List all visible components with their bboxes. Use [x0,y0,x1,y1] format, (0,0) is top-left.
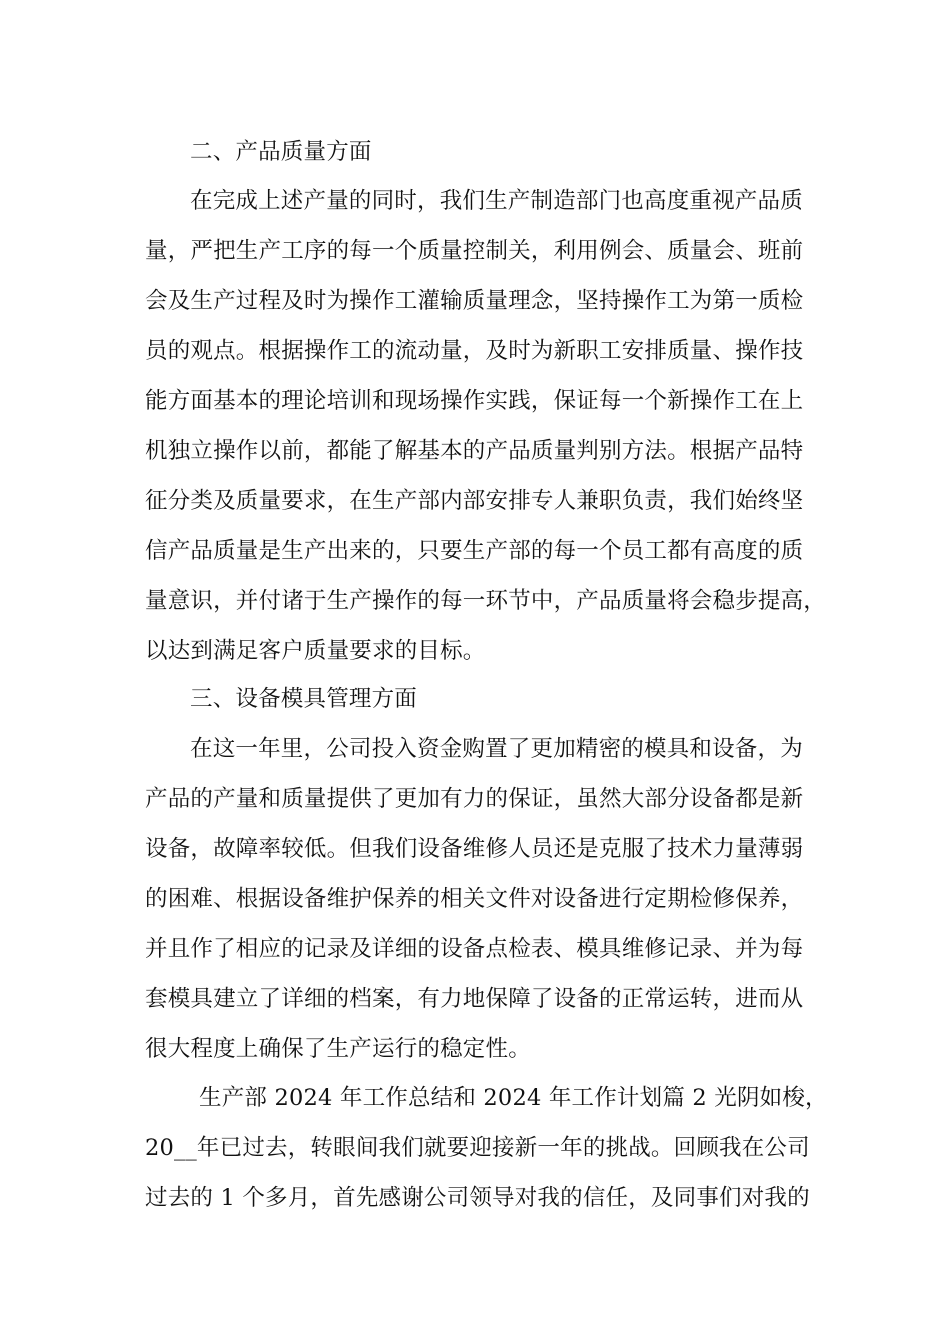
paragraph-line: 20__年已过去，转眼间我们就要迎接新一年的挑战。回顾我在公司 [145,1135,810,1161]
paragraph-line: 设备，故障率较低。但我们设备维修人员还是克服了技术力量薄弱 [145,836,804,862]
paragraph-line: 在完成上述产量的同时，我们生产制造部门也高度重视产品质 [190,188,803,214]
section-heading-product-quality: 二、产品质量方面 [190,139,372,165]
paragraph-line: 量意识，并付诸于生产操作的每一环节中，产品质量将会稳步提高， [145,588,827,614]
section-heading-equipment-mold: 三、设备模具管理方面 [190,686,418,712]
paragraph-line: 信产品质量是生产出来的，只要生产部的每一个员工都有高度的质 [145,538,804,564]
paragraph-line: 量，严把生产工序的每一个质量控制关，利用例会、质量会、班前 [145,238,804,264]
paragraph-line: 生产部 2024 年工作总结和 2024 年工作计划篇 2 光阴如梭， [199,1085,828,1111]
paragraph-line: 并且作了相应的记录及详细的设备点检表、模具维修记录、并为每 [145,936,804,962]
paragraph-line: 机独立操作以前，都能了解基本的产品质量判别方法。根据产品特 [145,438,804,464]
paragraph-line: 产品的产量和质量提供了更加有力的保证，虽然大部分设备都是新 [145,786,804,812]
paragraph-line: 员的观点。根据操作工的流动量，及时为新职工安排质量、操作技 [145,338,804,364]
paragraph-line: 在这一年里，公司投入资金购置了更加精密的模具和设备，为 [190,736,803,762]
paragraph-line: 征分类及质量要求，在生产部内部安排专人兼职负责，我们始终坚 [145,488,804,514]
paragraph-line: 的困难、根据设备维护保养的相关文件对设备进行定期检修保养， [145,886,804,912]
paragraph-line: 会及生产过程及时为操作工灌输质量理念，坚持操作工为第一质检 [145,288,804,314]
paragraph-line: 过去的 1 个多月，首先感谢公司领导对我的信任，及同事们对我的 [145,1185,810,1211]
paragraph-line: 能方面基本的理论培训和现场操作实践，保证每一个新操作工在上 [145,388,804,414]
paragraph-line: 很大程度上确保了生产运行的稳定性。 [145,1036,531,1062]
paragraph-line: 套模具建立了详细的档案，有力地保障了设备的正常运转，进而从 [145,986,804,1012]
paragraph-line: 以达到满足客户质量要求的目标。 [145,638,486,664]
